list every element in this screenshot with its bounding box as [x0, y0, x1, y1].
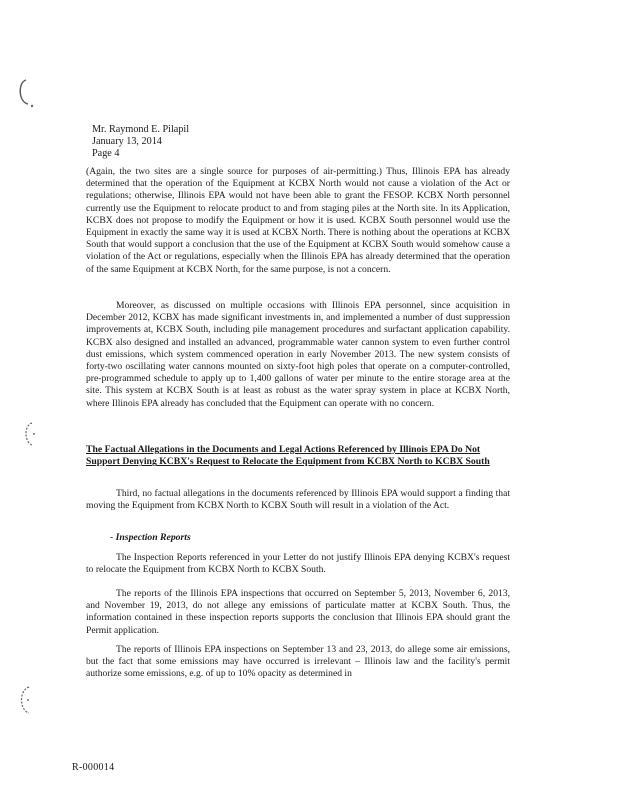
paragraph-inspection-emissions: The reports of Illinois EPA inspections on September 13 and 23, 2013, do allege some air emissions, but the fact that some emissions may have occurred is irrelevant – Illinois law and the facility's permit authorize some emissions, e.g. of up to 10% opacity as determined in	[86, 644, 510, 680]
paragraph-dust-suppression: Moreover, as discussed on multiple occasions with Illinois EPA personnel, since acquisition in December 2012, KCBX has made significant investments in, and implemented a number of dust suppression improvements at, KCBX South, including pile management procedures and surfactant application capability. KCBX also designed and installed an advanced, programmable water cannon system to even further control dust emissions, which system commenced operation in early November 2013. The new system consists of forty-two oscillating water cannons mounted on sixty-foot high poles that operate on a computer-controlled, pre-programmed schedule to apply up to 1,400 gallons of water per minute to the entire storage area at the site. This system at KCBX South is at least as robust as the water spray system in place at KCBX North, where Illinois EPA already has concluded that the Equipment can operate with no concern.	[86, 300, 510, 409]
hole-punch-bottom-icon	[14, 684, 40, 718]
paragraph-inspection-no-emissions: The reports of the Illinois EPA inspections that occurred on September 5, 2013, November 6, 2013, and November 19, 2013, do not allege any emissions of particulate matter at KCBX South. Thus, the information contained in these inspection reports supports the conclusion that Illinois EPA should grant the Permit application.	[86, 588, 510, 636]
paragraph-inspection-intro: The Inspection Reports referenced in your Letter do not justify Illinois EPA denying KCBX's request to relocate the Equipment from KCBX North to KCBX South.	[86, 552, 510, 576]
paragraph-prior-determination: (Again, the two sites are a single source for purposes of air-permitting.) Thus, Illinois EPA has already determined that the operation of the Equipment at KCBX North would not cause a violation of the Act or regulations; otherwise, Illinois EPA would not have been able to grant the FESOP. KCBX North personnel currently use the Equipment to relocate product to and from staging piles at the North site. In its Application, KCBX does not propose to modify the Equipment or how it is used. KCBX South personnel would use the Equipment in exactly the same way it is used at KCBX North. There is nothing about the operations at KCBX South that would support a conclusion that the use of the Equipment at KCBX South would somehow cause a violation of the Act or regulations, especially when the Illinois EPA has already determined that the operation of the same Equipment at KCBX North, for the same purpose, is not a concern.	[86, 166, 510, 275]
recipient-name: Mr. Raymond E. Pilapil	[92, 124, 190, 135]
section-heading: The Factual Allegations in the Documents and Legal Actions Referenced by Illinois EPA Do Not Support Denying KCBX's Request to Relocate the Equipment from KCBX North to KCBX South	[86, 444, 490, 468]
letter-header	[92, 124, 189, 160]
scan-mark-top-icon	[12, 76, 42, 112]
bates-number: R-000014	[72, 762, 115, 773]
paragraph-third-point: Third, no factual allegations in the documents referenced by Illinois EPA would support a finding that moving the Equipment from KCBX North to KCBX South will result in a violation of the Act.	[86, 488, 510, 512]
hole-punch-middle-icon	[20, 420, 42, 450]
inspection-reports-subheading: - Inspection Reports	[110, 532, 191, 543]
page-number: Page 4	[92, 148, 120, 159]
letter-date: January 13, 2014	[92, 136, 162, 147]
